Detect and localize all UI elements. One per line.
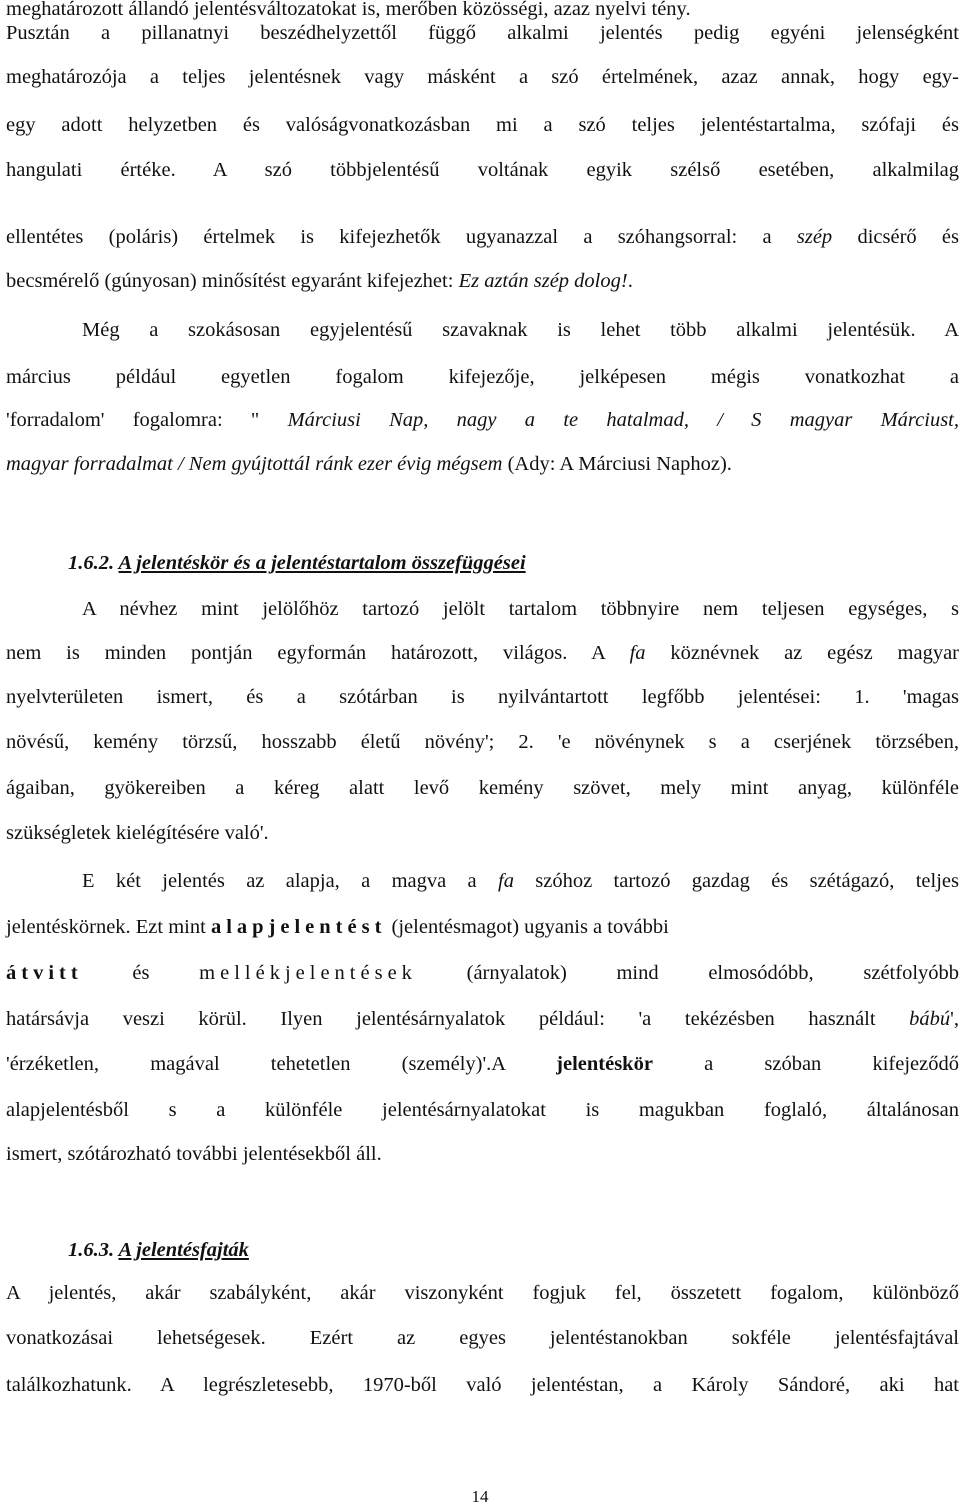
text-line (6, 407, 959, 433)
italic-text: fa (498, 870, 514, 892)
text-run: jelentéskörnek. Ezt mint (6, 916, 211, 938)
text-run: Pusztán a pillanatnyi beszédhelyzettől függő alkalmi jelentés pedig egyéni jelenségként (6, 22, 959, 44)
italic-text: magyar forradalmat / Nem gyújtottál ránk ezer évig mégsem (6, 453, 503, 475)
text-line (6, 0, 959, 22)
text-run: szóhoz tartozó gazdag és szétágazó, teljes (513, 870, 960, 892)
text-run: (Ady: A Márciusi Naphoz). (502, 453, 732, 475)
text-line (6, 451, 959, 477)
text-run: egy adott helyzetben és valóságvonatkozásban mi a szó teljes jelentéstartalma, szófaji és (6, 114, 959, 136)
text-run: . (627, 270, 633, 292)
text-line (6, 684, 959, 710)
section-heading-1-6-3 (68, 1237, 249, 1263)
text-run: A jelentés, akár szabályként, akár viszonyként fogjuk fel, összetett fogalom, különböző (6, 1282, 959, 1304)
text-line (6, 364, 959, 390)
text-run: Még a szokásosan egyjelentésű szavaknak is lehet több alkalmi jelentésük. A (82, 319, 959, 341)
italic-text: Márciusi Nap, nagy a te hatalmad, / S magyar Márciust, (287, 409, 959, 431)
heading-title: A jelentéskör és a jelentéstartalom összefüggései (118, 552, 526, 574)
text-run: a szóban kifejeződő (652, 1053, 959, 1075)
text-run: köznévnek az egész magyar (645, 642, 959, 664)
text-run: nyelvterületen ismert, és a szótárban is nyilvántartott legfőbb jelentései: 1. 'magas (6, 686, 959, 708)
text-line (82, 317, 959, 343)
text-line (6, 1372, 959, 1398)
text-line (6, 1325, 959, 1351)
text-run: ágaiban, gyökereiben a kéreg alatt levő kemény szövet, mely mint anyag, különféle (6, 777, 959, 799)
text-run: ismert, szótározható további jelentésekből áll. (6, 1143, 382, 1165)
section-heading-1-6-2 (68, 550, 526, 576)
spaced-text: átvitt (6, 962, 83, 984)
text-line (6, 775, 959, 801)
text-line (6, 268, 959, 294)
text-line (6, 640, 959, 666)
spaced-text: mellékjelentések (199, 962, 417, 984)
italic-text: fa (629, 642, 646, 664)
text-line (6, 1141, 959, 1167)
text-run: becsmérelő (gúnyosan) minősítést egyaránt kifejezhet: (6, 270, 459, 292)
text-run: és (82, 962, 200, 984)
text-run: meghatározott állandó jelentésváltozatokat is, merőben közösségi, azaz nyelvi tény. (6, 0, 691, 20)
text-run: szükségletek kielégítésére való'. (6, 822, 269, 844)
italic-text: Ez aztán szép dolog! (458, 270, 628, 292)
text-line (6, 112, 959, 138)
text-line (6, 157, 959, 183)
text-line (6, 1051, 959, 1077)
text-line (6, 1097, 959, 1123)
text-run: dicsérő és (832, 226, 959, 248)
text-run: alapjelentésből s a különféle jelentésárnyalatokat is magukban foglaló, általánosan (6, 1099, 959, 1121)
text-run: vonatkozásai lehetségesek. Ezért az egyes jelentéstanokban sokféle jelentésfajtával (6, 1327, 959, 1349)
text-run: 'forradalom' fogalomra: " (6, 409, 288, 431)
italic-text: bábú (909, 1008, 951, 1030)
text-run: 'érzéketlen, magával tehetetlen (személy)'.A (6, 1053, 557, 1075)
text-line (6, 729, 959, 755)
text-line (82, 596, 959, 622)
page-number: 14 (471, 1487, 489, 1506)
text-run: találkozhatunk. A legrészletesebb, 1970-ből való jelentéstan, a Károly Sándoré, aki hat (6, 1374, 959, 1396)
text-run: meghatározója a teljes jelentésnek vagy másként a szó értelmének, azaz annak, hogy egy- (6, 66, 959, 88)
text-run: A névhez mint jelölőhöz tartozó jelölt tartalom többnyire nem teljesen egységes, s (82, 598, 959, 620)
text-line (6, 1006, 959, 1032)
heading-number: 1.6.2. (68, 552, 115, 574)
text-line (6, 960, 959, 986)
bold-text: jelentéskör (556, 1053, 653, 1075)
text-line (6, 1280, 959, 1306)
text-run: növésű, kemény törzsű, hosszabb életű növény'; 2. 'e növénynek s a cserjének törzsében, (6, 731, 959, 753)
heading-title: A jelentésfajták (118, 1239, 249, 1261)
text-run: (árnyalatok) mind elmosódóbb, szétfolyóbb (416, 962, 960, 984)
heading-number: 1.6.3. (68, 1239, 115, 1261)
text-line (6, 224, 959, 250)
text-run: E két jelentés az alapja, a magva a (82, 870, 498, 892)
text-run: hangulati értéke. A szó többjelentésű voltának egyik szélső esetében, alkalmilag (6, 159, 959, 181)
spaced-text: alapjelentést (210, 916, 387, 938)
text-line (82, 868, 959, 894)
text-run: határsávja veszi körül. Ilyen jelentésárnyalatok például: 'a tekézésben használt (6, 1008, 910, 1030)
text-line (6, 20, 959, 46)
text-run: (jelentésmagot) ugyanis a további (386, 916, 669, 938)
text-run: nem is minden pontján egyformán határozott, világos. A (6, 642, 630, 664)
text-line (6, 914, 959, 940)
text-run: ellentétes (poláris) értelmek is kifejezhetők ugyanazzal a szóhangsorral: a (6, 226, 797, 248)
text-line (6, 64, 959, 90)
italic-text: szép (796, 226, 833, 248)
text-line (6, 820, 959, 846)
text-run: ', (950, 1008, 959, 1030)
text-run: március például egyetlen fogalom kifejezője, jelképesen mégis vonatkozhat a (6, 366, 959, 388)
